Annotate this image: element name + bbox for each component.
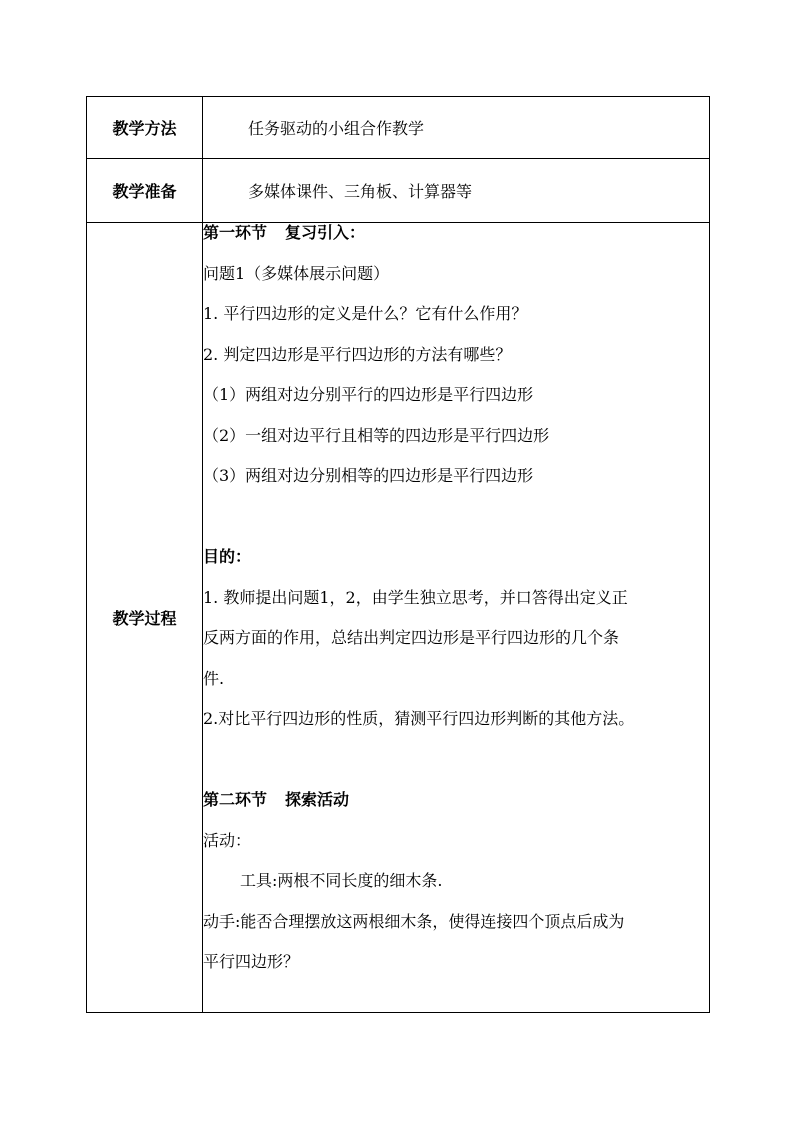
lesson-plan-table — [86, 96, 710, 1013]
purpose-1-line-1: 1. 教师提出问题1，2，由学生独立思考，并口答得出定义正 — [203, 587, 628, 607]
purpose-2: 2.对比平行四边形的性质，猜测平行四边形判断的其他方法。 — [203, 709, 635, 728]
tools-line: 工具:两根不同长度的细木条. — [240, 871, 443, 890]
section2-title: 第二环节 — [203, 790, 268, 809]
hands-on-line-1: 动手:能否合理摆放这两根细木条，使得连接四个顶点后成为 — [203, 911, 625, 931]
method-item-2: （2）一组对边平行且相等的四边形是平行四边形 — [203, 425, 550, 445]
teaching-process-row — [87, 223, 710, 1013]
purpose-1-line-3: 件. — [203, 668, 225, 688]
activity-label: 活动： — [203, 830, 252, 850]
purpose-1-line-2: 反两方面的作用，总结出判定四边形是平行四边形的几个条 — [203, 628, 620, 647]
section1-heading — [203, 223, 709, 264]
purpose-title: 目的： — [203, 547, 252, 566]
section1-subtitle: 复习引入： — [285, 223, 366, 242]
teaching-method-cell — [203, 97, 710, 159]
section2-heading — [203, 790, 709, 831]
question-intro: 问题1（多媒体展示问题） — [203, 263, 390, 283]
hands-on-line-2: 平行四边形？ — [203, 952, 300, 971]
method-item-3: （3）两组对边分别相等的四边形是平行四边形 — [203, 466, 534, 485]
blank-line — [203, 507, 709, 548]
section2-subtitle: 探索活动 — [285, 790, 350, 809]
teaching-prep-cell — [203, 159, 710, 223]
method-item-1: （1）两组对边分别平行的四边形是平行四边形 — [203, 385, 534, 404]
question-2: 2. 判定四边形是平行四边形的方法有哪些？ — [203, 344, 512, 364]
blank-line — [203, 750, 709, 791]
teaching-prep-label: 教学准备 — [87, 159, 203, 223]
teaching-process-label: 教学过程 — [87, 223, 203, 1013]
teaching-method-row — [87, 97, 710, 159]
teaching-method-value: 任务驱动的小组合作教学 — [248, 119, 425, 138]
section1-title: 第一环节 — [203, 223, 268, 242]
question-1: 1. 平行四边形的定义是什么？它有什么作用？ — [203, 304, 528, 323]
teaching-process-content — [203, 223, 710, 1013]
teaching-prep-row — [87, 159, 710, 223]
teaching-prep-value: 多媒体课件、三角板、计算器等 — [248, 182, 473, 201]
teaching-method-label: 教学方法 — [87, 97, 203, 159]
